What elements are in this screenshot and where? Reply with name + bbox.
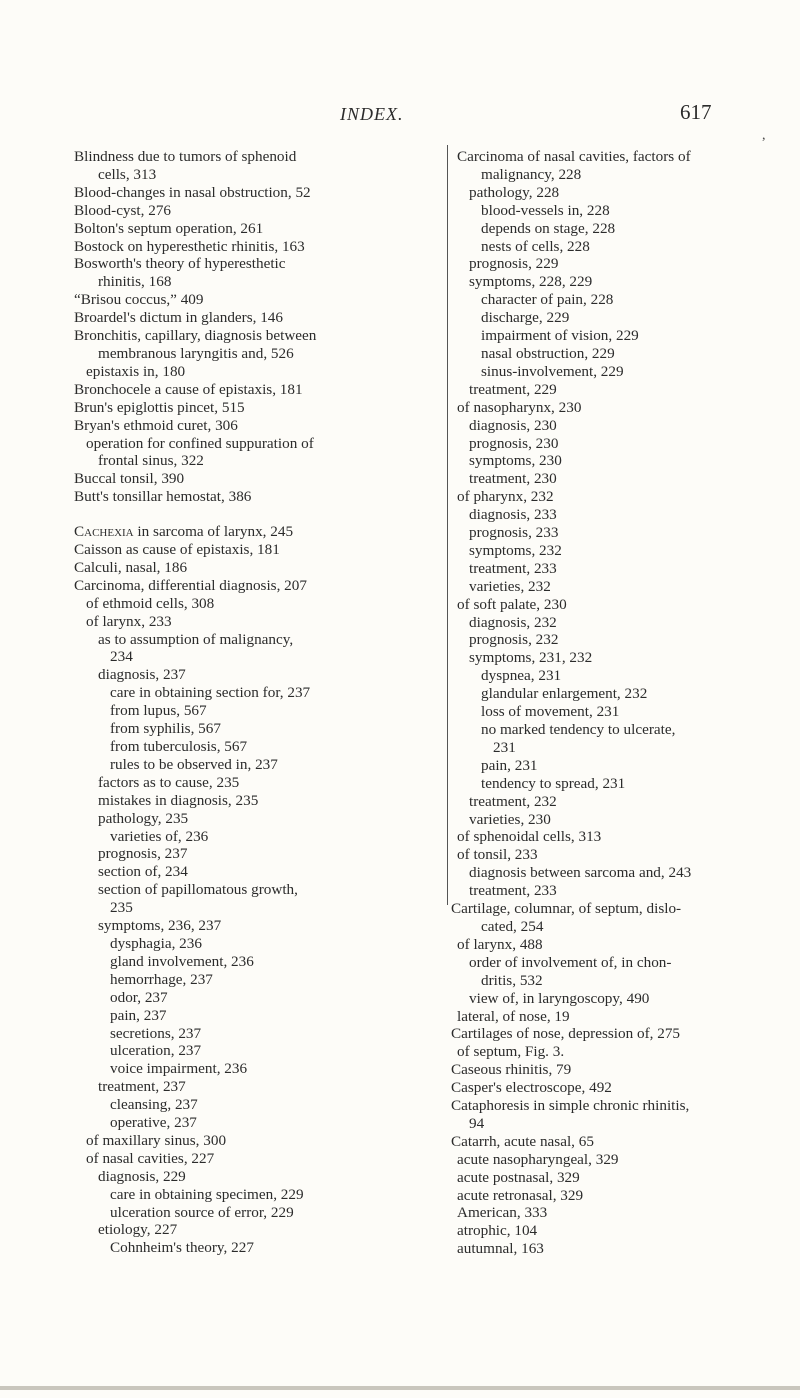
index-entry: treatment, 233 <box>469 559 557 577</box>
index-entry: tendency to spread, 231 <box>481 774 626 792</box>
index-entry: of nasopharynx, 230 <box>457 398 582 416</box>
index-entry: section of papillomatous growth, <box>98 881 298 899</box>
index-entry: Brun's epiglottis pincet, 515 <box>74 398 245 416</box>
index-entry: cleansing, 237 <box>110 1096 198 1114</box>
index-entry: membranous laryngitis and, 526 <box>98 344 294 362</box>
index-entry: Calculi, nasal, 186 <box>74 558 188 576</box>
index-entry: prognosis, 232 <box>469 631 559 649</box>
index-entry: symptoms, 230 <box>469 452 562 470</box>
edge-mark: , <box>762 128 766 143</box>
index-entry: ulceration source of error, 229 <box>110 1203 294 1221</box>
index-entry: from tuberculosis, 567 <box>110 738 248 755</box>
index-entry: Blood-changes in nasal obstruction, 52 <box>74 183 311 201</box>
index-entry: care in obtaining section for, 237 <box>110 684 311 702</box>
index-entry: of pharynx, 232 <box>457 488 554 506</box>
index-entry: atrophic, 104 <box>457 1222 538 1240</box>
index-entry: prognosis, 229 <box>469 255 559 273</box>
index-entry: cated, 254 <box>481 917 544 935</box>
index-entry: of ethmoid cells, 308 <box>86 594 215 612</box>
index-entry: from syphilis, 567 <box>110 720 221 738</box>
index-entry: Carcinoma of nasal cavities, factors of <box>457 148 691 165</box>
index-entry: Blood-cyst, 276 <box>74 201 172 219</box>
index-entry: Buccal tonsil, 390 <box>74 470 185 488</box>
index-entry: Cartilage, columnar, of septum, dislo- <box>451 900 682 918</box>
index-entry: dyspnea, 231 <box>481 667 562 685</box>
index-entry: odor, 237 <box>110 988 168 1006</box>
index-entry: diagnosis, 230 <box>469 416 557 434</box>
index-entry: of larynx, 233 <box>86 612 172 630</box>
index-entry: Cartilages of nose, depression of, 275 <box>451 1025 681 1043</box>
index-entry: depends on stage, 228 <box>481 219 616 237</box>
index-entry: “Brisou coccus,” 409 <box>74 291 204 309</box>
index-entry: diagnosis, 233 <box>469 506 557 524</box>
index-entry: section of, 234 <box>98 863 188 881</box>
index-entry: frontal sinus, 322 <box>98 452 204 470</box>
index-entry: of septum, Fig. 3. <box>457 1043 565 1061</box>
index-entry: pain, 237 <box>110 1006 167 1024</box>
index-entry: of tonsil, 233 <box>457 846 538 864</box>
index-entry: acute nasopharyngeal, 329 <box>457 1150 619 1168</box>
index-entry: varieties, 230 <box>469 810 551 828</box>
index-entry: of maxillary sinus, 300 <box>86 1131 227 1149</box>
index-entry: from lupus, 567 <box>110 702 207 720</box>
index-entry: varieties of, 236 <box>110 827 209 845</box>
index-entry: Cohnheim's theory, 227 <box>110 1239 254 1257</box>
index-entry: of nasal cavities, 227 <box>86 1149 215 1167</box>
page-number: 617 <box>680 100 712 124</box>
index-entry: diagnosis, 237 <box>98 666 186 684</box>
index-entry: ulceration, 237 <box>110 1042 202 1060</box>
index-entry: no marked tendency to ulcerate, <box>481 721 676 738</box>
index-entry: Bolton's septum operation, 261 <box>74 219 264 237</box>
index-left-column <box>74 148 440 1257</box>
index-entry: Caseous rhinitis, 79 <box>451 1061 572 1079</box>
index-entry: 231 <box>493 738 516 756</box>
index-entry: operation for confined suppuration of <box>86 434 314 452</box>
index-entry: pathology, 228 <box>469 183 560 201</box>
index-entry: discharge, 229 <box>481 309 570 327</box>
index-entry: Bronchocele a cause of epistaxis, 181 <box>74 380 303 398</box>
index-entry: Caisson as cause of epistaxis, 181 <box>74 541 280 559</box>
index-entry: autumnal, 163 <box>457 1240 544 1258</box>
index-entry: treatment, 232 <box>469 792 557 810</box>
index-entry: blood-vessels in, 228 <box>481 201 610 219</box>
index-entry: rhinitis, 168 <box>98 273 172 291</box>
index-entry: Blindness due to tumors of sphenoid <box>74 148 297 165</box>
index-entry: Butt's tonsillar hemostat, 386 <box>74 488 252 506</box>
index-entry: prognosis, 230 <box>469 434 559 452</box>
index-entry: Cachexia in sarcoma of larynx, 245 <box>74 523 294 541</box>
index-right-column <box>451 148 742 1258</box>
index-entry: view of, in laryngoscopy, 490 <box>469 989 650 1007</box>
index-entry: treatment, 229 <box>469 380 557 398</box>
index-entry: of soft palate, 230 <box>457 595 567 613</box>
index-entry: varieties, 232 <box>469 577 551 595</box>
index-entry: symptoms, 228, 229 <box>469 273 593 291</box>
index-entry: factors as to cause, 235 <box>98 773 240 791</box>
index-entry: lateral, of nose, 19 <box>457 1007 570 1025</box>
index-entry: acute postnasal, 329 <box>457 1168 580 1186</box>
index-entry: secretions, 237 <box>110 1024 202 1042</box>
index-entry: dysphagia, 236 <box>110 934 202 952</box>
index-entry: diagnosis between sarcoma and, 243 <box>469 864 692 882</box>
index-entry: nests of cells, 228 <box>481 237 590 255</box>
index-entry: treatment, 233 <box>469 882 557 900</box>
index-entry: Broardel's dictum in glanders, 146 <box>74 309 283 327</box>
column-divider <box>447 145 448 905</box>
index-entry: operative, 237 <box>110 1114 197 1132</box>
index-entry: prognosis, 233 <box>469 524 559 542</box>
index-entry: as to assumption of malignancy, <box>98 630 294 648</box>
index-entry: symptoms, 231, 232 <box>469 649 593 667</box>
index-entry: impairment of vision, 229 <box>481 327 639 345</box>
index-entry: Carcinoma, differential diagnosis, 207 <box>74 576 307 594</box>
page-bottom-edge <box>0 1386 800 1390</box>
index-entry: dritis, 532 <box>481 971 543 989</box>
index-entry: diagnosis, 229 <box>98 1167 186 1185</box>
index-entry: pathology, 235 <box>98 809 189 827</box>
index-entry: nasal obstruction, 229 <box>481 344 615 362</box>
index-entry: of larynx, 488 <box>457 935 543 953</box>
index-entry: 94 <box>469 1114 485 1132</box>
index-entry: sinus-involvement, 229 <box>481 362 624 380</box>
index-entry: voice impairment, 236 <box>110 1060 248 1078</box>
index-entry: 234 <box>110 648 133 666</box>
index-entry: treatment, 237 <box>98 1078 186 1096</box>
index-entry: American, 333 <box>457 1204 548 1222</box>
index-entry: Bronchitis, capillary, diagnosis between <box>74 327 317 345</box>
index-entry: care in obtaining specimen, 229 <box>110 1185 304 1203</box>
index-entry: glandular enlargement, 232 <box>481 685 648 703</box>
index-entry: etiology, 227 <box>98 1221 178 1239</box>
index-entry: treatment, 230 <box>469 470 557 488</box>
index-entry: Bosworth's theory of hyperesthetic <box>74 255 286 273</box>
index-entry: order of involvement of, in chon- <box>469 953 672 971</box>
index-entry: pain, 231 <box>481 756 538 774</box>
index-entry: rules to be observed in, 237 <box>110 755 278 773</box>
index-entry: Catarrh, acute nasal, 65 <box>451 1132 594 1150</box>
index-entry: Bostock on hyperesthetic rhinitis, 163 <box>74 237 305 255</box>
index-entry: of sphenoidal cells, 313 <box>457 828 602 846</box>
index-entry: Cataphoresis in simple chronic rhinitis, <box>451 1097 690 1115</box>
index-entry: diagnosis, 232 <box>469 613 557 631</box>
index-entry: symptoms, 232 <box>469 541 562 559</box>
index-entry: prognosis, 237 <box>98 845 188 863</box>
index-entry: gland involvement, 236 <box>110 952 254 970</box>
index-entry: acute retronasal, 329 <box>457 1186 584 1204</box>
index-entry: cells, 313 <box>98 165 157 183</box>
index-entry: 235 <box>110 899 133 917</box>
index-entry: malignancy, 228 <box>481 165 582 183</box>
index-entry: character of pain, 228 <box>481 291 614 309</box>
index-entry: Casper's electroscope, 492 <box>451 1079 612 1097</box>
index-entry: symptoms, 236, 237 <box>98 917 222 935</box>
index-entry: loss of movement, 231 <box>481 703 620 721</box>
index-entry: epistaxis in, 180 <box>86 362 186 380</box>
index-entry: hemorrhage, 237 <box>110 970 213 988</box>
page-header-title: INDEX. <box>340 104 404 124</box>
index-entry: mistakes in diagnosis, 235 <box>98 791 259 809</box>
index-entry: Bryan's ethmoid curet, 306 <box>74 416 238 434</box>
